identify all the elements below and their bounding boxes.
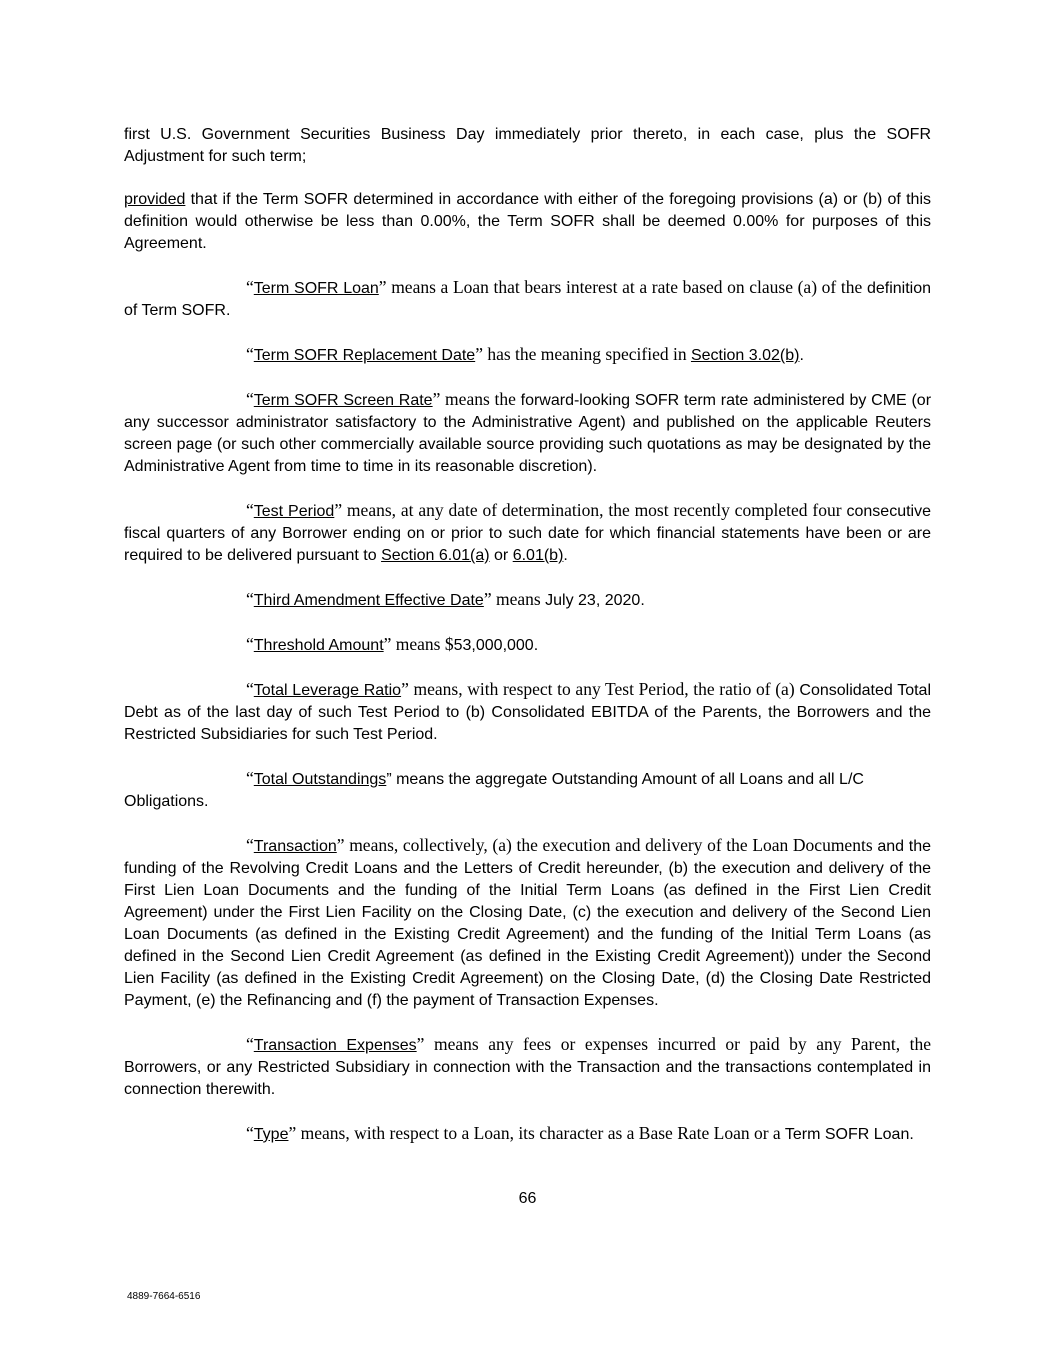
paragraph-text: ” means the aggregate Outstanding Amount of all Loans and all L/C Obligations. [124, 771, 864, 810]
document-body [124, 124, 931, 1167]
definition-third-amendment-effective-date [124, 588, 931, 612]
definition-transaction [124, 834, 931, 1012]
defined-term: Third Amendment Effective Date [253, 592, 484, 609]
open-quote: “ [246, 389, 254, 409]
paragraph-text: or [489, 547, 513, 564]
open-quote: “ [246, 1123, 254, 1143]
paragraph-text: that if the Term SOFR determined in accordance with either of the foregoing provisions (a) or (b) of this definition would otherwise be less than 0.00%, the Term SOFR shall be deemed 0.00% for purposes of this Agreement. [124, 191, 931, 252]
definition-test-period [124, 499, 931, 567]
document-id: 4889-7664-6516 [127, 1291, 201, 1302]
defined-term: Threshold Amount [253, 637, 384, 654]
defined-term: Term SOFR Loan [253, 280, 379, 297]
paragraph-text: July 23, 2020. [540, 592, 645, 609]
paragraph-text: ” means, with respect to any Test Period, the ratio of (a) [401, 679, 795, 699]
provided-term: provided [124, 191, 186, 208]
definition-type [124, 1122, 931, 1146]
defined-term: Total Outstandings [253, 771, 387, 788]
paragraph-text: ” means [483, 589, 541, 609]
definition-term-sofr-loan [124, 276, 931, 322]
open-quote: “ [246, 768, 254, 788]
paragraph-text: first U.S. Government Securities Business Day immediately prior thereto, in each case, plus the SOFR Adjustment for such term; [124, 126, 931, 165]
paragraph-text: definition of Term SOFR. [124, 280, 932, 319]
paragraph-text: Borrowers, or any Restricted Subsidiary in connection with the Transaction and the transactions contemplated in connection therewith. [124, 1059, 931, 1098]
open-quote: “ [246, 500, 254, 520]
paragraph-text: ” means $ [383, 634, 454, 654]
definition-threshold-amount [124, 633, 931, 657]
paragraph-text: consecutive fiscal quarters of any Borrower ending on or prior to such date for which financial statements have been or are required to be delivered pursuant to [124, 503, 931, 564]
section-reference: Section 3.02(b) [690, 347, 800, 364]
defined-term: Term SOFR Replacement Date [253, 347, 476, 364]
open-quote: “ [246, 679, 254, 699]
definition-term-sofr-screen-rate [124, 388, 931, 478]
open-quote: “ [246, 835, 254, 855]
paragraph-text: ” means, collectively, (a) the execution and delivery of the Loan Documents [336, 835, 873, 855]
paragraph-text: ” means the [432, 389, 516, 409]
paragraph-text: forward-looking SOFR term rate administered by CME (or any successor administrator satisfactory to the Administrative Agent) and published on the applicable Reuters screen page (or such other commercially available source providing such quotations as may be designated by the Administrative Agent from time to time in its reasonable discretion). [124, 392, 932, 475]
definition-term-sofr-replacement-date [124, 343, 931, 367]
defined-term: Transaction Expenses [253, 1037, 417, 1054]
paragraph-text: ” means a Loan that bears interest at a rate based on clause (a) of the [378, 277, 863, 297]
defined-term: Type [253, 1126, 289, 1143]
section-reference: Section 6.01(a) [381, 547, 490, 564]
open-quote: “ [246, 277, 254, 297]
page-number: 66 [518, 1190, 537, 1207]
paragraph-text: ” means, at any date of determination, the most recently completed four [334, 500, 842, 520]
defined-term: Test Period [253, 503, 335, 520]
section-reference: 6.01(b) [512, 547, 564, 564]
open-quote: “ [246, 1034, 254, 1054]
definition-proviso [124, 189, 931, 255]
open-quote: “ [246, 634, 254, 654]
paragraph-text: . [563, 547, 568, 564]
open-quote: “ [246, 344, 254, 364]
paragraph-text: ” has the meaning specified in [475, 344, 691, 364]
paragraph-text: ” means any fees or expenses incurred or paid by any Parent, the [416, 1034, 931, 1054]
defined-term: Total Leverage Ratio [253, 682, 402, 699]
definition-total-outstandings [124, 767, 931, 813]
paragraph-text: 53,000,000. [453, 637, 539, 654]
defined-term: Term SOFR Screen Rate [253, 392, 433, 409]
paragraph-text: and the funding of the Revolving Credit Loans and the Letters of Credit hereunder, (b) the execution and delivery of the First Lien Loan Documents and the funding of the Initial Term Loans (as defined in the First Lien Credit Agreement) under the First Lien Facility on the Closing Date, (c) the execution and delivery of the Second Lien Loan Documents (as defined in the Existing Credit Agreement) and the funding of the Initial Term Loans (as defined in the Second Lien Credit Agreement (as defined in the Existing Credit Agreement)) under the Second Lien Facility (as defined in the Existing Credit Agreement) on the Closing Date, (d) the Closing Date Restricted Payment, (e) the Refinancing and (f) the payment of Transaction Expenses. [124, 838, 931, 1009]
definition-total-leverage-ratio [124, 678, 931, 746]
definition-continuation [124, 124, 931, 168]
paragraph-text: Consolidated Total Debt as of the last day of such Test Period to (b) Consolidated EBITDA of the Parents, the Borrowers and the Restricted Subsidiaries for such Test Period. [124, 682, 932, 743]
open-quote: “ [246, 589, 254, 609]
definition-transaction-expenses [124, 1033, 931, 1101]
paragraph-text: . [799, 347, 804, 364]
defined-term: Transaction [253, 838, 337, 855]
paragraph-text: Term SOFR Loan. [780, 1126, 914, 1143]
paragraph-text: ” means, with respect to a Loan, its character as a Base Rate Loan or a [288, 1123, 781, 1143]
